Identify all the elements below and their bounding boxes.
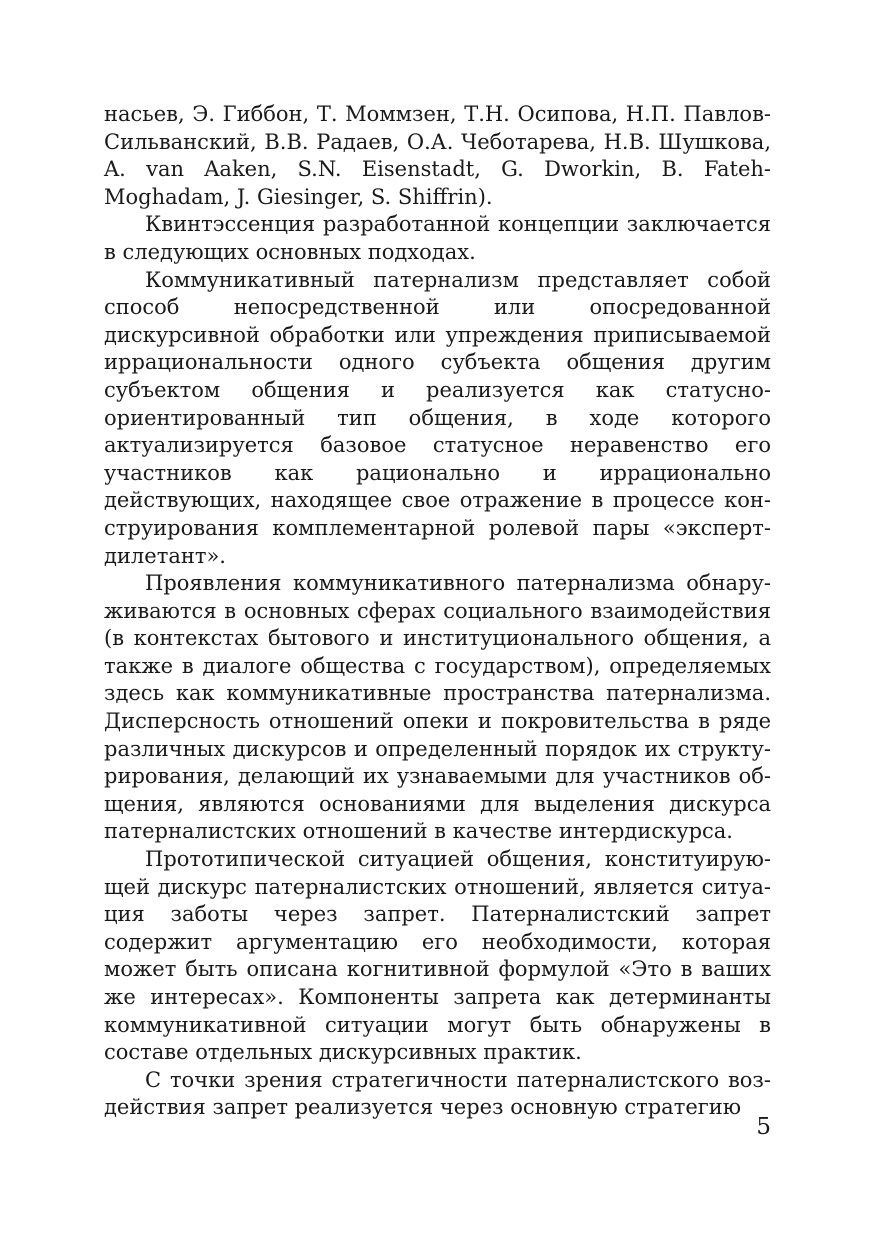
paragraph-2: Квинтэссенция разработанной концепции заключается в следующих основных подходах. (104, 212, 771, 264)
paragraph-5: Прототипической ситуацией общения, конституирующей дискурс патерналистских отношений, является ситуация заботы через запрет. Патерналистский запрет содержит аргументацию его необходимости, которая может быть описана когнитивной формулой «Это в ваших же интересах». Компоненты запрета как детерминанты коммуникативной ситуации могут быть обнаружены в составе отдельных дискурсивных практик. (104, 847, 771, 1065)
paragraph-4: Проявления коммуникативного патернализма обнаруживаются в основных сферах социального взаимодействия (в контекстах бытового и институционального общения, а также в диалоге общества с государством), определяемых здесь как коммуникативные пространства патернализма. Дисперсность отношений опеки и покровительства в ряде различных дискурсов и определенный порядок их структурирования, делающий их узнаваемыми для участников общения, являются основаниями для выделения дискурса патерналистских отношений в качестве интердискурса. (104, 571, 771, 844)
paragraph-3: Коммуникативный патернализм представляет собой способ непосредственной или опосредованной дискурсивной обработки или упреждения приписываемой иррациональности одного субъекта общения другим субъектом общения и реализуется как статусно-ориентированный тип общения, в ходе которого актуализируется базовое статусное неравенство его участников как рационально и иррационально действующих, находящее свое отражение в процессе конструирования комплементарной ролевой пары «эксперт-дилетант». (104, 267, 771, 568)
page-number: 5 (756, 1114, 771, 1140)
paragraph-1: насьев, Э. Гиббон, Т. Моммзен, Т.Н. Осипова, Н.П. Павлов-Сильванский, В.В. Радаев, О.А. Чеботарева, Н.В. Шушкова, A. van Aaken, S.N. Eisenstadt, G. Dworkin, B. Fateh-Moghadam, J. Giesinger, S. Shiffrin). (104, 102, 771, 209)
paragraph-6: С точки зрения стратегичности патерналистского воздействия запрет реализуется через основную стратегию (104, 1067, 771, 1120)
page-body (104, 101, 771, 1122)
